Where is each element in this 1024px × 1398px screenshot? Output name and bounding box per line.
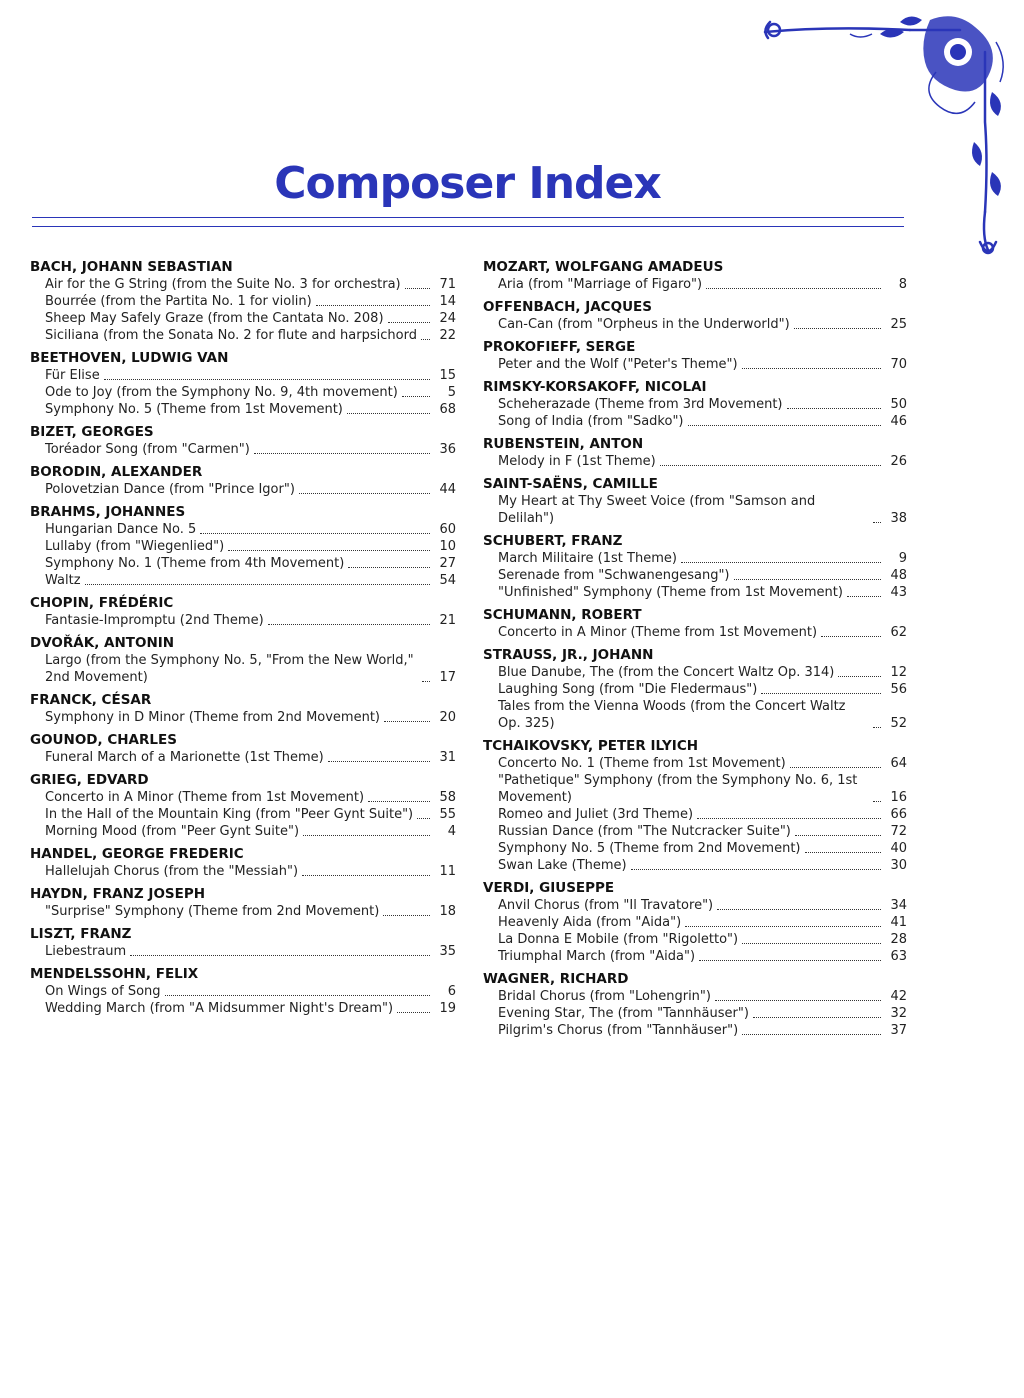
work-entry	[45, 749, 456, 766]
page-number: 19	[439, 1001, 456, 1016]
dot-leader	[734, 579, 881, 580]
page-number: 66	[890, 807, 907, 822]
dot-leader	[631, 869, 881, 870]
page-title: Composer Index	[274, 158, 661, 209]
work-entry	[498, 356, 907, 373]
page-number: 28	[890, 932, 907, 947]
page-number: 40	[890, 841, 907, 856]
page-number: 21	[439, 613, 456, 628]
composer-entry	[30, 731, 456, 766]
dot-leader	[742, 368, 881, 369]
work-title: Fantasie-Impromptu (2nd Theme)	[45, 613, 264, 628]
page-number: 34	[890, 898, 907, 913]
composer-entry	[30, 845, 456, 880]
page-number: 72	[890, 824, 907, 839]
work-entry	[45, 481, 456, 498]
work-title: March Militaire (1st Theme)	[498, 551, 677, 566]
dot-leader	[104, 379, 430, 380]
composer-entry	[30, 463, 456, 498]
dot-leader	[130, 955, 430, 956]
work-entry	[45, 401, 456, 418]
composer-name: HANDEL, GEORGE FREDERIC	[30, 846, 244, 862]
dot-leader	[688, 425, 881, 426]
dot-leader	[761, 693, 881, 694]
page-number: 5	[447, 385, 456, 400]
work-entry	[45, 572, 456, 589]
composer-entry	[30, 965, 456, 1017]
dot-leader	[873, 801, 881, 802]
work-entry	[45, 903, 456, 920]
work-title: Hungarian Dance No. 5	[45, 522, 197, 537]
page-number: 10	[439, 539, 456, 554]
page-number: 46	[890, 414, 907, 429]
work-title: On Wings of Song	[45, 984, 161, 999]
work-title: Romeo and Juliet (3rd Theme)	[498, 807, 694, 822]
work-entry	[45, 538, 456, 555]
page-number: 31	[439, 750, 456, 765]
page-number: 52	[890, 716, 907, 731]
dot-leader	[299, 493, 430, 494]
work-entry	[498, 755, 907, 772]
page-number: 4	[447, 824, 456, 839]
page-number: 24	[439, 311, 456, 326]
dot-leader	[660, 465, 881, 466]
title-rule-bottom	[32, 226, 904, 227]
dot-leader	[384, 721, 430, 722]
work-entry	[498, 567, 907, 584]
work-title: Song of India (from "Sadko")	[498, 414, 684, 429]
dot-leader	[368, 801, 430, 802]
work-entry	[498, 948, 907, 965]
page-number: 6	[447, 984, 456, 999]
composer-entry	[30, 691, 456, 726]
page-number: 56	[890, 682, 907, 697]
dot-leader	[402, 396, 430, 397]
page-number: 32	[890, 1006, 907, 1021]
work-entry	[45, 384, 456, 401]
work-entry	[498, 584, 907, 601]
composer-entry	[483, 879, 907, 965]
work-entry	[45, 709, 456, 726]
work-title: Liebestraum	[45, 944, 127, 959]
page-number: 38	[890, 511, 907, 526]
work-title: Evening Star, The (from "Tannhäuser")	[498, 1006, 749, 1021]
dot-leader	[254, 453, 430, 454]
work-title: Wedding March (from "A Midsummer Night's Dream")	[45, 1001, 394, 1016]
composer-entry	[30, 771, 456, 840]
composer-entry	[483, 532, 907, 601]
work-entry	[45, 441, 456, 458]
dot-leader	[873, 522, 881, 523]
work-entry	[45, 943, 456, 960]
composer-entry	[483, 970, 907, 1039]
work-title: Concerto in A Minor (Theme from 1st Movement)	[498, 625, 818, 640]
page-number: 26	[890, 454, 907, 469]
work-entry	[45, 276, 456, 293]
work-title: Symphony No. 5 (Theme from 2nd Movement)	[498, 841, 801, 856]
work-entry	[498, 806, 907, 823]
work-entry	[498, 276, 907, 293]
composer-entry	[30, 423, 456, 458]
page-number: 20	[439, 710, 456, 725]
dot-leader	[873, 727, 881, 728]
work-entry	[498, 988, 907, 1005]
work-title: Pilgrim's Chorus (from "Tannhäuser")	[498, 1023, 739, 1038]
page-number: 42	[890, 989, 907, 1004]
index-column-right	[483, 258, 907, 1044]
dot-leader	[348, 567, 430, 568]
dot-leader	[200, 533, 430, 534]
composer-name: BACH, JOHANN SEBASTIAN	[30, 259, 233, 275]
composer-name: BORODIN, ALEXANDER	[30, 464, 203, 480]
work-entry	[498, 931, 907, 948]
work-title: "Pathetique" Symphony (from the Symphony No. 6, 1st Movement)	[498, 773, 858, 805]
composer-name: RIMSKY-KORSAKOFF, NICOLAI	[483, 379, 707, 395]
composer-name: SAINT-SAËNS, CAMILLE	[483, 476, 658, 492]
composer-entry	[30, 925, 456, 960]
work-title: Polovetzian Dance (from "Prince Igor")	[45, 482, 295, 497]
work-title: Concerto in A Minor (Theme from 1st Movement)	[45, 790, 365, 805]
composer-name: MOZART, WOLFGANG AMADEUS	[483, 259, 724, 275]
work-entry	[45, 293, 456, 310]
work-title: "Surprise" Symphony (Theme from 2nd Movement)	[45, 904, 380, 919]
page-number: 9	[898, 551, 907, 566]
work-title: Symphony No. 1 (Theme from 4th Movement)	[45, 556, 345, 571]
work-title: Symphony No. 5 (Theme from 1st Movement)	[45, 402, 343, 417]
dot-leader	[742, 943, 881, 944]
dot-leader	[422, 681, 430, 682]
work-entry	[498, 550, 907, 567]
composer-name: WAGNER, RICHARD	[483, 971, 629, 987]
work-title: Funeral March of a Marionette (1st Theme)	[45, 750, 324, 765]
composer-name: LISZT, FRANZ	[30, 926, 132, 942]
work-title: Für Elise	[45, 368, 100, 383]
dot-leader	[790, 767, 881, 768]
work-entry	[45, 612, 456, 629]
composer-name: SCHUBERT, FRANZ	[483, 533, 623, 549]
work-entry	[498, 840, 907, 857]
work-entry	[498, 664, 907, 681]
composer-name: BEETHOVEN, LUDWIG VAN	[30, 350, 229, 366]
page-number: 68	[439, 402, 456, 417]
dot-leader	[303, 835, 430, 836]
dot-leader	[347, 413, 430, 414]
composer-entry	[30, 349, 456, 418]
composer-entry	[483, 475, 907, 527]
page-number: 48	[890, 568, 907, 583]
composer-entry	[483, 258, 907, 293]
composer-name: BIZET, GEORGES	[30, 424, 154, 440]
page-number: 15	[439, 368, 456, 383]
page-number: 44	[439, 482, 456, 497]
work-entry	[498, 396, 907, 413]
page-number: 62	[890, 625, 907, 640]
dot-leader	[742, 1034, 881, 1035]
composer-name: PROKOFIEFF, SERGE	[483, 339, 636, 355]
dot-leader	[805, 852, 882, 853]
work-title: La Donna E Mobile (from "Rigoletto")	[498, 932, 739, 947]
work-entry	[45, 367, 456, 384]
composer-entry	[483, 435, 907, 470]
work-entry	[45, 823, 456, 840]
work-entry	[498, 681, 907, 698]
work-title: Concerto No. 1 (Theme from 1st Movement)	[498, 756, 786, 771]
dot-leader	[397, 1012, 430, 1013]
page-number: 11	[439, 864, 456, 879]
dot-leader	[706, 288, 881, 289]
work-entry	[45, 555, 456, 572]
work-title: Swan Lake (Theme)	[498, 858, 627, 873]
composer-entry	[30, 594, 456, 629]
work-entry	[45, 521, 456, 538]
dot-leader	[821, 636, 881, 637]
composer-name: RUBENSTEIN, ANTON	[483, 436, 644, 452]
page-number: 16	[890, 790, 907, 805]
work-entry	[498, 316, 907, 333]
work-title: Serenade from "Schwanengesang")	[498, 568, 730, 583]
composer-entry	[30, 503, 456, 589]
page-number: 30	[890, 858, 907, 873]
page-number: 64	[890, 756, 907, 771]
page-number: 12	[890, 665, 907, 680]
work-entry	[498, 453, 907, 470]
work-entry	[498, 1005, 907, 1022]
page-number: 43	[890, 585, 907, 600]
composer-entry	[483, 646, 907, 732]
composer-name: BRAHMS, JOHANNES	[30, 504, 186, 520]
dot-leader	[383, 915, 430, 916]
corner-ornament-icon	[760, 12, 1010, 257]
work-title: Hallelujah Chorus (from the "Messiah")	[45, 864, 299, 879]
dot-leader	[795, 835, 881, 836]
work-entry	[45, 863, 456, 880]
page-number: 41	[890, 915, 907, 930]
page-number: 71	[439, 277, 456, 292]
page-number: 17	[439, 670, 456, 685]
dot-leader	[681, 562, 881, 563]
work-title: Waltz	[45, 573, 81, 588]
page-number: 60	[439, 522, 456, 537]
work-title: Symphony in D Minor (Theme from 2nd Movement)	[45, 710, 380, 725]
work-title: Can-Can (from "Orpheus in the Underworld")	[498, 317, 790, 332]
composer-entry	[30, 634, 456, 686]
page-number: 35	[439, 944, 456, 959]
composer-name: OFFENBACH, JACQUES	[483, 299, 652, 315]
dot-leader	[715, 1000, 881, 1001]
work-title: Blue Danube, The (from the Concert Waltz Op. 314)	[498, 665, 835, 680]
work-entry	[498, 914, 907, 931]
page-number: 70	[890, 357, 907, 372]
work-title: Bourrée (from the Partita No. 1 for violin)	[45, 294, 312, 309]
work-entry	[498, 493, 907, 527]
index-column-left	[30, 258, 456, 1022]
page-number: 63	[890, 949, 907, 964]
work-title: Bridal Chorus (from "Lohengrin")	[498, 989, 711, 1004]
work-title: Tales from the Vienna Woods (from the Concert Waltz Op. 325)	[498, 699, 846, 731]
page-number: 55	[439, 807, 456, 822]
composer-entry	[483, 378, 907, 430]
composer-entry	[483, 298, 907, 333]
composer-entry	[483, 606, 907, 641]
dot-leader	[165, 995, 430, 996]
page-number: 58	[439, 790, 456, 805]
page-number: 50	[890, 397, 907, 412]
dot-leader	[753, 1017, 881, 1018]
work-entry	[45, 652, 456, 686]
dot-leader	[417, 818, 430, 819]
work-entry	[498, 1022, 907, 1039]
work-title: Heavenly Aida (from "Aida")	[498, 915, 682, 930]
composer-entry	[483, 737, 907, 874]
work-entry	[45, 1000, 456, 1017]
work-title: My Heart at Thy Sweet Voice (from "Samson and Delilah")	[498, 494, 816, 526]
composer-name: VERDI, GIUSEPPE	[483, 880, 615, 896]
dot-leader	[302, 875, 430, 876]
page-number: 37	[890, 1023, 907, 1038]
work-title: Lullaby (from "Wiegenlied")	[45, 539, 225, 554]
page-number: 18	[439, 904, 456, 919]
work-entry	[45, 327, 456, 344]
dot-leader	[228, 550, 430, 551]
dot-leader	[697, 818, 881, 819]
page-number: 25	[890, 317, 907, 332]
dot-leader	[388, 322, 430, 323]
composer-name: HAYDN, FRANZ JOSEPH	[30, 886, 206, 902]
title-rule-top	[32, 217, 904, 218]
dot-leader	[787, 408, 882, 409]
dot-leader	[685, 926, 881, 927]
work-title: Sheep May Safely Graze (from the Cantata No. 208)	[45, 311, 384, 326]
page-number: 54	[439, 573, 456, 588]
dot-leader	[794, 328, 881, 329]
composer-name: MENDELSSOHN, FELIX	[30, 966, 199, 982]
work-entry	[498, 897, 907, 914]
work-title: Triumphal March (from "Aida")	[498, 949, 696, 964]
page-number: 14	[439, 294, 456, 309]
work-title: Scheherazade (Theme from 3rd Movement)	[498, 397, 783, 412]
dot-leader	[316, 305, 430, 306]
page-number: 8	[898, 277, 907, 292]
dot-leader	[838, 676, 881, 677]
work-title: Peter and the Wolf ("Peter's Theme")	[498, 357, 738, 372]
page-number: 36	[439, 442, 456, 457]
work-entry	[498, 857, 907, 874]
composer-name: TCHAIKOVSKY, PETER ILYICH	[483, 738, 699, 754]
work-title: Melody in F (1st Theme)	[498, 454, 656, 469]
dot-leader	[85, 584, 430, 585]
composer-name: STRAUSS, JR., JOHANN	[483, 647, 654, 663]
dot-leader	[421, 339, 430, 340]
work-title: Air for the G String (from the Suite No. 3 for orchestra)	[45, 277, 401, 292]
composer-name: SCHUMANN, ROBERT	[483, 607, 642, 623]
dot-leader	[268, 624, 430, 625]
composer-name: DVOŘÁK, ANTONIN	[30, 635, 175, 651]
page-number: 22	[439, 328, 456, 343]
work-title: Russian Dance (from "The Nutcracker Suite")	[498, 824, 791, 839]
work-entry	[45, 310, 456, 327]
composer-entry	[483, 338, 907, 373]
work-title: "Unfinished" Symphony (Theme from 1st Movement)	[498, 585, 843, 600]
work-entry	[45, 806, 456, 823]
dot-leader	[328, 761, 430, 762]
dot-leader	[699, 960, 881, 961]
work-entry	[498, 413, 907, 430]
work-title: Toréador Song (from "Carmen")	[45, 442, 250, 457]
composer-name: GRIEG, EDVARD	[30, 772, 149, 788]
composer-name: CHOPIN, FRÉDÉRIC	[30, 595, 174, 611]
dot-leader	[717, 909, 881, 910]
work-title: Aria (from "Marriage of Figaro")	[498, 277, 703, 292]
composer-entry	[30, 258, 456, 344]
work-title: Largo (from the Symphony No. 5, "From the New World," 2nd Movement)	[45, 653, 414, 685]
work-entry	[498, 698, 907, 732]
work-title: Laughing Song (from "Die Fledermaus")	[498, 682, 758, 697]
composer-name: FRANCK, CÉSAR	[30, 692, 152, 708]
composer-entry	[30, 885, 456, 920]
work-title: Siciliana (from the Sonata No. 2 for flute and harpsichord	[45, 328, 417, 343]
work-title: Ode to Joy (from the Symphony No. 9, 4th movement)	[45, 385, 398, 400]
work-title: Morning Mood (from "Peer Gynt Suite")	[45, 824, 300, 839]
work-entry	[45, 983, 456, 1000]
work-title: Anvil Chorus (from "Il Travatore")	[498, 898, 714, 913]
composer-name: GOUNOD, CHARLES	[30, 732, 177, 748]
page-number: 27	[439, 556, 456, 571]
dot-leader	[847, 596, 881, 597]
work-entry	[498, 823, 907, 840]
dot-leader	[405, 288, 430, 289]
work-entry	[45, 789, 456, 806]
work-title: In the Hall of the Mountain King (from "Peer Gynt Suite")	[45, 807, 414, 822]
work-entry	[498, 772, 907, 806]
work-entry	[498, 624, 907, 641]
